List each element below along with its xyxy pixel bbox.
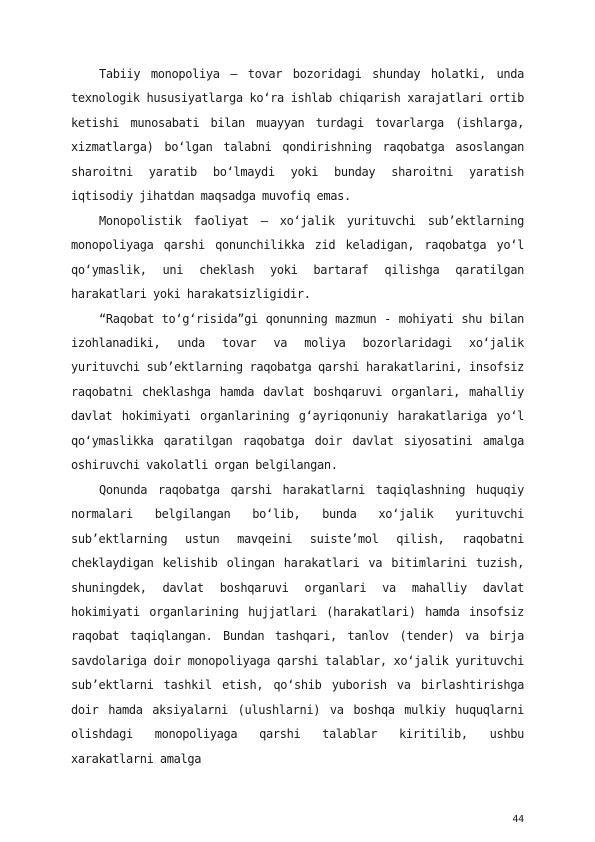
paragraph-competition-law: “Raqobat to‘g‘risida”gi qonunning mazmun - mohiyati shu bilan izohlanadiki, unda tovar va moliya bozorlaridagi xo‘jalik yurituvchi sub’ektlarning raqobatga qarshi harakatlarini, insofsiz raqobatni cheklashga hamda davlat boshqaruvi organlari, mahalliy davlat hokimiyati organlarining g‘ayriqonuniy harakatlariga yo‘l qo‘ymaslikka qaratilgan raqobatga doir davlat siyosatini amalga oshiruvchi vakolatli organ belgilangan.	[71, 311, 524, 473]
paragraph-natural-monopoly: Tabiiy monopoliya — tovar bozoridagi shunday holatki, unda texnologik hususiyatlarga ko‘ra ishlab chiqarish xarajatlari ortib ketishi munosabati bilan muayyan turdagi tovarlarga (ishlarga, xizmatlarga) bo‘lgan talabni qondirishning raqobatga asoslangan sharoitni yaratib bo‘lmaydi yoki bunday sharoitni yaratish iqtisodiy jihatdan maqsadga muvofiq emas.	[71, 67, 524, 204]
page-number: 44	[512, 814, 524, 825]
document-body	[71, 62, 524, 771]
paragraph-legal-norms: Qonunda raqobatga qarshi harakatlarni taqiqlashning huquqiy normalari belgilangan bo‘lib, bunda xo‘jalik yurituvchi sub’ektlarning ustun mavqeini suiste’mol qilish, raqobatni cheklaydigan kelishib olingan harakatlari va bitimlarini tuzish, shuningdek, davlat boshqaruvi organlari va mahalliy davlat hokimiyati organlarining hujjatlari (harakatlari) hamda insofsiz raqobat taqiqlangan. Bundan tashqari, tanlov (tender) va birja savdolariga doir monopoliyaga qarshi talablar, xo‘jalik yurituvchi sub’ektlarni tashkil etish, qo‘shib yuborish va birlashtirishga doir hamda aksiyalarni (ulushlarni) va boshqa mulkiy huquqlarni olishdagi monopoliyaga qarshi talablar kiritilib, ushbu xarakatlarni amalga	[71, 482, 524, 766]
paragraph-monopolistic-activity: Monopolistik faoliyat – xo‘jalik yurituvchi sub’ektlarning monopoliyaga qarshi qonunchilikka zid keladigan, raqobatga yo‘l qo‘ymaslik, uni cheklash yoki bartaraf qilishga qaratilgan harakatlari yoki harakatsizligidir.	[71, 213, 524, 302]
